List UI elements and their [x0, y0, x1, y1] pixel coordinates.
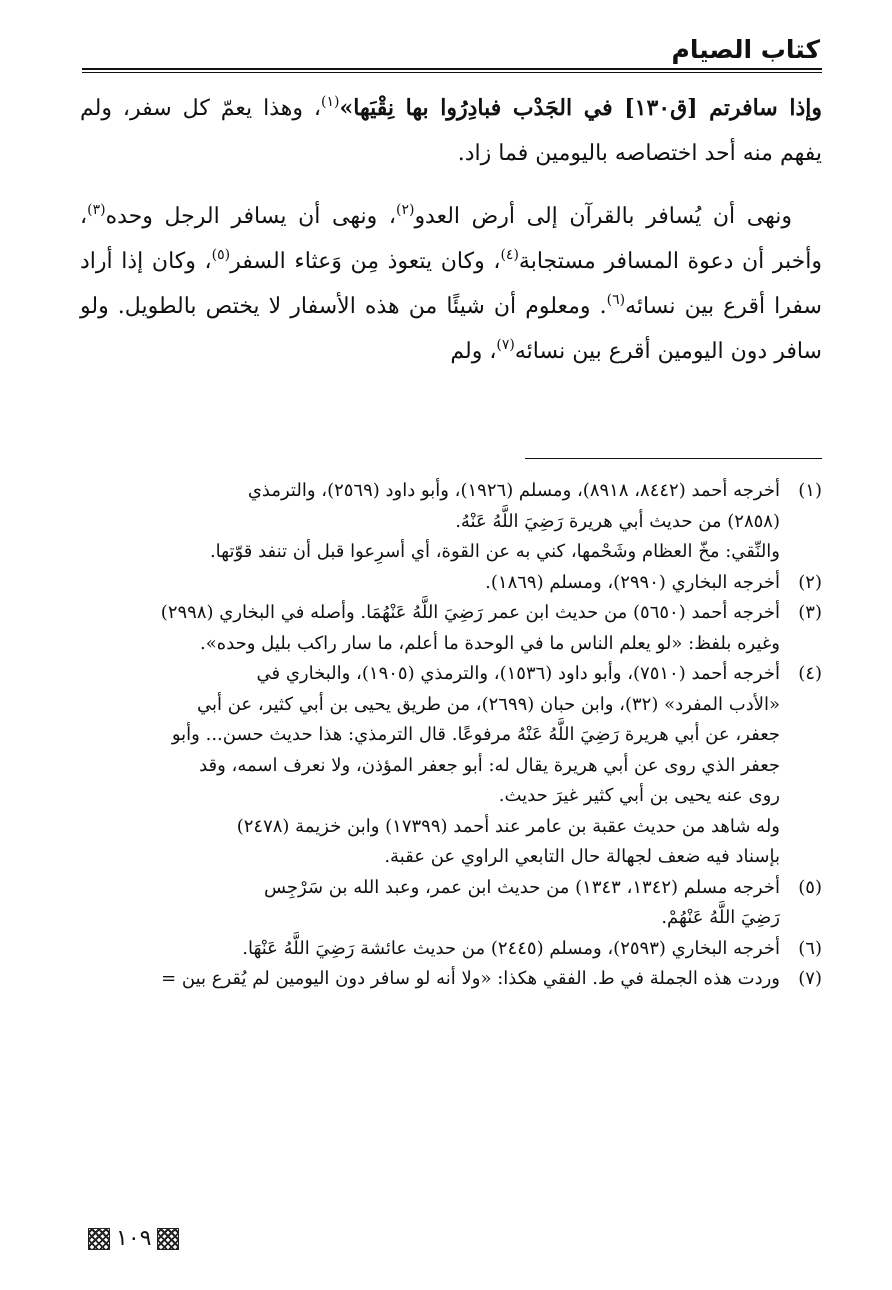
footnote-number: (٧)	[798, 968, 822, 989]
footnote-line: وردت هذه الجملة في ط. الفقي هكذا: «ولا أنه لو سافر دون اليومين لم يُقرع بين =	[161, 968, 780, 989]
footnote-ref-7[interactable]: (٧)	[496, 337, 515, 353]
paragraph-2	[80, 194, 822, 374]
footnote-line: أخرجه البخاري (٢٩٩٠)، ومسلم (١٨٦٩).	[485, 571, 780, 593]
footnote	[76, 568, 822, 599]
footnote-note: والنِّقي: مخّ العظام وشَحْمها، كني به عن القوة، أي أسرِعوا قبل أن تنفد قوّتها.	[209, 541, 780, 562]
paragraph-text: ، وأخبر أن دعوة المسافر مستجابة	[80, 204, 822, 274]
footnote	[76, 659, 822, 873]
page-number	[88, 1226, 179, 1251]
footnote-ref-5[interactable]: (٥)	[211, 247, 231, 263]
footnote-line: رَضِيَ اللَّهُ عَنْهُمْ.	[661, 907, 780, 928]
footnote-separator	[525, 458, 822, 459]
footnote-line: أخرجه مسلم (١٣٤٢، ١٣٤٣) من حديث ابن عمر، وعبد الله بن سَرْجِس	[263, 876, 780, 898]
paragraph-text: ونهى أن يُسافر بالقرآن إلى أرض العدو	[414, 204, 792, 229]
footnote	[76, 476, 822, 568]
paragraph-text: ، وكان يتعوذ مِن وَعثاء السفر	[230, 249, 501, 274]
footnote-ref-3[interactable]: (٣)	[87, 202, 106, 218]
page-number-text: ١٠٩	[116, 1226, 152, 1251]
footnote	[76, 964, 822, 995]
header-rule	[82, 68, 822, 70]
footnote-number: (١)	[798, 480, 822, 501]
running-head: كتاب الصيام	[671, 35, 820, 64]
footnote-line: أخرجه أحمد (٥٦٥٠) من حديث ابن عمر رَضِيَ اللَّهُ عَنْهُمَا. وأصله في البخاري (٢٩٩٨)	[160, 602, 780, 623]
paragraph-text: . ومعلوم أن شيئًا من هذه الأسفار لا يختص بالطويل. ولو سافر دون اليومين أقرع بين نسائه	[80, 294, 822, 364]
footnote-note: وله شاهد من حديث عقبة بن عامر عند أحمد (١٧٣٩٩) وابن خزيمة (٢٤٧٨)	[236, 815, 780, 837]
ornament-icon	[157, 1228, 179, 1250]
footnote-note: بإسناد فيه ضعف لجهالة حال التابعي الراوي عن عقبة.	[384, 846, 780, 867]
footnote-number: (٥)	[798, 876, 822, 898]
paragraph-text: ، ونهى أن يسافر الرجل وحده	[105, 204, 396, 229]
footnote-number: (٦)	[798, 937, 822, 959]
footnote-ref-4[interactable]: (٤)	[500, 247, 519, 263]
footnote-line: (٢٨٥٨) من حديث أبي هريرة رَضِيَ اللَّهُ عَنْهُ.	[455, 510, 780, 532]
footnote-line: جعفر، عن أبي هريرة رَضِيَ اللَّهُ عَنْهُ مرفوعًا. قال الترمذي: هذا حديث حسن... وأبو	[171, 724, 780, 745]
main-text	[80, 86, 822, 374]
footnote-line: «الأدب المفرد» (٣٢)، وابن حبان (٢٦٩٩)، من طريق يحيى بن أبي كثير، عن أبي	[196, 693, 780, 715]
footnote-line: وغيره بلفظ: «لو يعلم الناس ما في الوحدة ما أعلم، ما سار راكب بليل وحده».	[200, 632, 780, 654]
paragraph-text: ، وهذا يعمّ كل سفر، ولم يفهم منه أحد اختصاصه باليومين فما زاد.	[80, 96, 822, 166]
footnote	[76, 873, 822, 934]
footnote-number: (٣)	[798, 602, 822, 623]
paragraph-text: ، وكان إذا أراد سفرا أقرع بين نسائه	[80, 249, 822, 319]
hadith-quote: وإذا سافرتم [ق١٣٠] في الجَدْب فبادِرُوا بها نِقْيَها»	[339, 95, 822, 121]
footnote-line: روى عنه يحيى بن أبي كثير غيرَ حديث.	[498, 785, 780, 806]
header-rule-thin	[82, 72, 822, 73]
footnote-ref-2[interactable]: (٢)	[395, 202, 415, 218]
footnotes	[76, 476, 822, 995]
footnote-line: أخرجه أحمد (٨٤٤٢، ٨٩١٨)، ومسلم (١٩٢٦)، وأبو داود (٢٥٦٩)، والترمذي	[247, 480, 780, 501]
footnote-line: أخرجه أحمد (٧٥١٠)، وأبو داود (١٥٣٦)، والترمذي (١٩٠٥)، والبخاري في	[256, 663, 780, 684]
footnote-number: (٢)	[798, 571, 822, 593]
footnote-number: (٤)	[798, 663, 822, 684]
footnote	[76, 598, 822, 659]
footnote-ref-6[interactable]: (٦)	[606, 292, 626, 308]
footnote-line: أخرجه البخاري (٢٥٩٣)، ومسلم (٢٤٤٥) من حديث عائشة رَضِيَ اللَّهُ عَنْهَا.	[242, 937, 780, 959]
ornament-icon	[88, 1228, 110, 1250]
footnote-line: جعفر الذي روى عن أبي هريرة يقال له: أبو جعفر المؤذن، ولا نعرف اسمه، وقد	[199, 754, 780, 776]
paragraph-1	[80, 86, 822, 176]
footnote	[76, 934, 822, 965]
paragraph-text: ، ولم	[450, 339, 497, 364]
footnote-ref-1[interactable]: (١)	[321, 94, 340, 110]
